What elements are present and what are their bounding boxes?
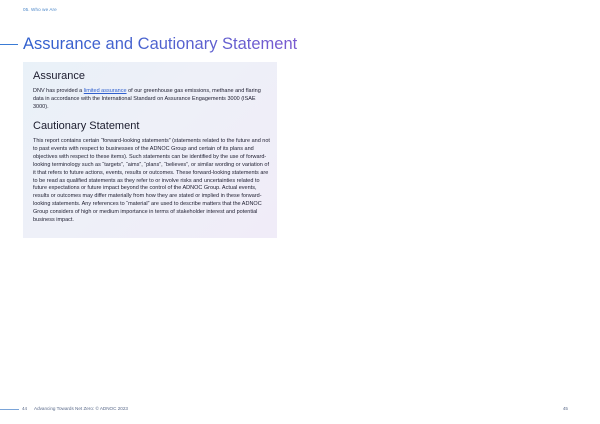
assurance-heading: Assurance (33, 70, 85, 82)
statement-card (23, 62, 277, 238)
assurance-paragraph (33, 88, 269, 112)
footer (0, 404, 600, 416)
footer-publication: Advancing Towards Net Zero: © ADNOC 2023 (34, 406, 128, 411)
cautionary-heading: Cautionary Statement (33, 120, 140, 132)
assurance-text-end: of our greenhouse gas emissions, methane and flaring data in accordance with the International Standard on Assurance Engagements 3000 (ISAE 3000). (33, 88, 261, 110)
cautionary-paragraph: This report contains certain “forward-looking statements” (statements related to the future and not to past events with respect to businesses of the ADNOC Group and certain of its plans and objectives with respect to these items). Such statements can be identified by the use of forward-looking terminology such as “targets”, “aims”, “plans”, “believes”, or similar wording or variation of it that refers to future actions, events, results or outcomes. These forward-looking statements are to be read as qualified statements as they refer to or involve risks and uncertainties related to future expectations or future impact beyond the control of the ADNOC Group. Actual events, results or outcomes may differ materially from how they are stated or implied in these forward-looking statements. Any references to “material” are used to describe matters that the ADNOC Group considers of high or medium importance in terms of stakeholder interest and potential business impact. (33, 138, 270, 224)
page-title: Assurance and Cautionary Statement (23, 35, 298, 53)
limited-assurance-link[interactable]: limited assurance (83, 88, 127, 94)
footer-page-number-right: 45 (562, 406, 568, 411)
title-rule (0, 44, 18, 45)
footer-rule (0, 409, 19, 410)
assurance-text-start: DNV has provided a (33, 88, 84, 94)
footer-page-number-left: 44 (22, 406, 28, 411)
section-label: 05. Who we Are (23, 7, 57, 12)
